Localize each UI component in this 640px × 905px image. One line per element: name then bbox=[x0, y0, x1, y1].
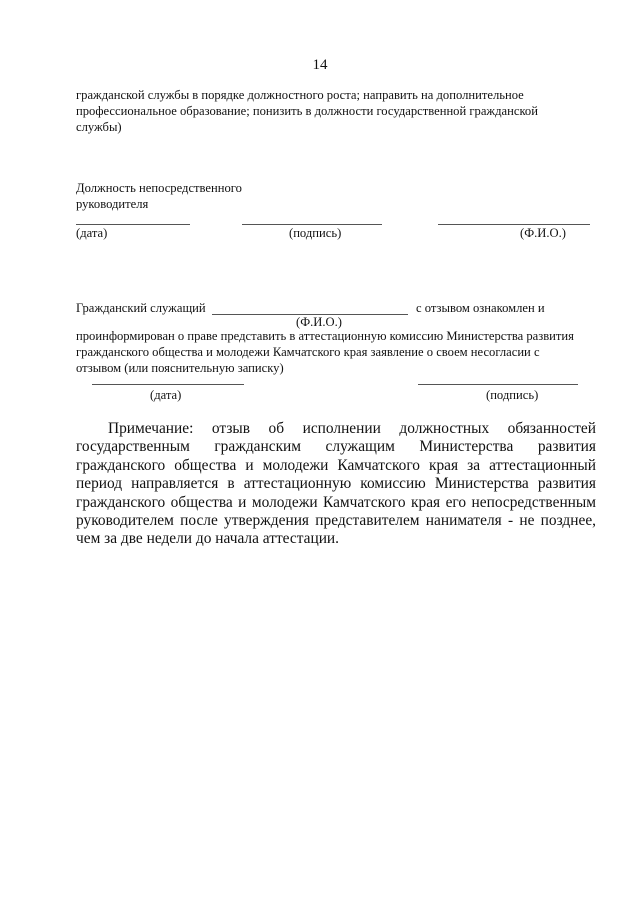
supervisor-name-line bbox=[438, 224, 590, 225]
supervisor-date-caption: (дата) bbox=[76, 226, 108, 240]
intro-line-2: профессиональное образование; понизить в должности государственной гражданской bbox=[76, 104, 538, 118]
supervisor-title-line-1: Должность непосредственного bbox=[76, 181, 242, 195]
employee-text-line-3: отзывом (или пояснительную записку) bbox=[76, 361, 284, 375]
employee-name-caption: (Ф.И.О.) bbox=[296, 315, 342, 329]
intro-line-3: службы) bbox=[76, 120, 122, 134]
employee-signature-line bbox=[418, 384, 578, 385]
supervisor-title-line-2: руководителя bbox=[76, 197, 149, 211]
supervisor-position-label bbox=[76, 180, 242, 212]
employee-text-line-1: проинформирован о праве представить в аттестационную комиссию Министерства развития bbox=[76, 329, 574, 343]
employee-date-line bbox=[92, 384, 244, 385]
intro-line-1: гражданской службы в порядке должностного роста; направить на дополнительное bbox=[76, 88, 524, 102]
employee-acquainted-text: с отзывом ознакомлен и bbox=[416, 301, 545, 315]
page-number: 14 bbox=[312, 57, 328, 73]
intro-paragraph bbox=[76, 87, 576, 135]
employee-date-caption: (дата) bbox=[150, 388, 182, 402]
note-paragraph: Примечание: отзыв об исполнении должностных обязанностей государственным гражданским служащим Министерства развития гражданского общества и молодежи Камчатского края за аттестационный период направляется в аттестационную комиссию Министерства развития гражданского общества и молодежи Камчатского края его непосредственным руководителем после утверждения представителем нанимателя - не позднее, чем за две недели до начала аттестации. bbox=[76, 420, 596, 548]
employee-lead-label: Гражданский служащий bbox=[76, 301, 206, 315]
employee-text-line-2: гражданского общества и молодежи Камчатского края заявление о своем несогласии с bbox=[76, 345, 540, 359]
supervisor-name-caption: (Ф.И.О.) bbox=[520, 226, 566, 240]
supervisor-signature-caption: (подпись) bbox=[289, 226, 342, 240]
employee-signature-caption: (подпись) bbox=[486, 388, 539, 402]
